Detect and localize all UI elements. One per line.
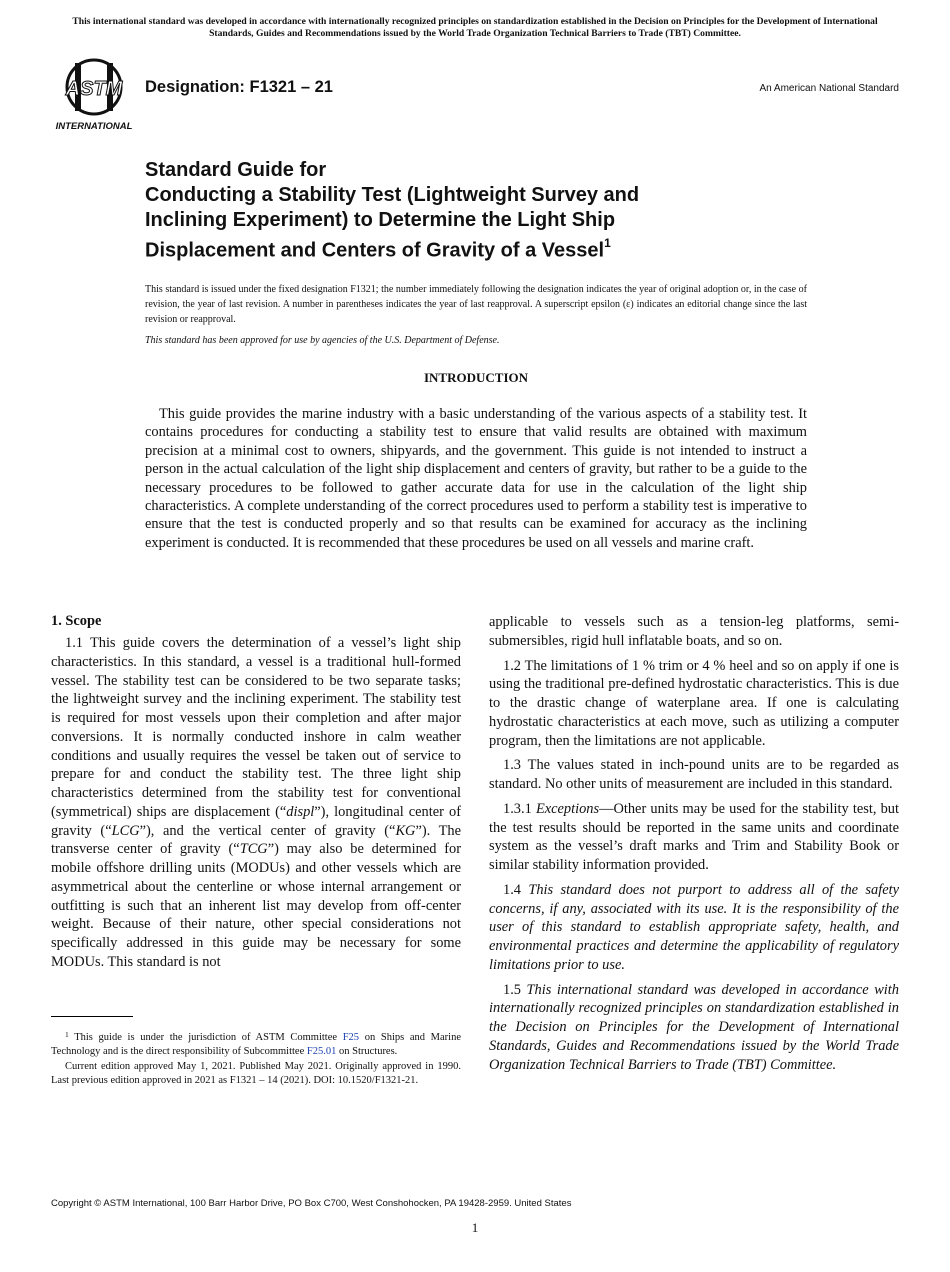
title-line-2: Conducting a Stability Test (Lightweight Survey and <box>145 184 640 206</box>
section-1-1-text-c: ”), and the vertical center of gravity (“ <box>139 822 396 839</box>
logo-subtext: INTERNATIONAL <box>55 121 133 132</box>
committee-f25-link[interactable]: F25 <box>342 1032 360 1043</box>
footnotes <box>51 1028 461 1089</box>
section-1-3-number: 1.3 <box>503 757 521 774</box>
section-1-4-text: This standard does not purport to address all of the safety concerns, if any, associated with its use. It is the responsibility of the user of this standard to establish appropriate safety, health, and environmental practices and determine the applicability of regulatory limitations prior to use. <box>489 881 899 973</box>
scope-heading: 1. Scope <box>51 613 102 629</box>
footnote-1 <box>51 1028 461 1060</box>
title-footnote-marker: 1 <box>604 236 611 250</box>
top-notice: This international standard was developed in accordance with internationally recognized principles on standardization established in the Decision on Principles for the Development of International Standards, Guides and Recommendations issued by the World Trade Organization Technical Barriers to Trade (TBT) Committee. <box>72 16 878 39</box>
dod-approval-note: This standard has been approved for use by agencies of the U.S. Department of Defense. <box>145 335 500 346</box>
section-1-1-text-b: ”), longitudinal center of gravity (“ <box>51 803 461 839</box>
copyright: Copyright © ASTM International, 100 Barr Harbor Drive, PO Box C700, West Conshohocken, PA 19428-2959. United States <box>51 1198 572 1209</box>
title-line-4-text: Displacement and Centers of Gravity of a Vessel <box>145 239 605 262</box>
section-1-1-continuation: applicable to vessels such as a tension-leg platforms, semi-submersibles, rigid hull inflatable boats, and so on. <box>489 614 899 649</box>
section-1-4-number: 1.4 <box>503 881 521 898</box>
section-1-2-text: The limitations of 1 % trim or 4 % heel and so on apply if one is using the traditional pre-defined hydrostatic characteristics. This is due to the drastic change of waterplane area. If one is calculating hydrostatic characteristics at each move, such as utilizing a computer program, then the limitations are not applicable. <box>489 657 899 749</box>
right-column <box>489 613 899 1080</box>
section-1-3 <box>489 756 899 794</box>
left-column <box>51 612 461 978</box>
section-1-2 <box>489 657 899 751</box>
section-1-3-1 <box>489 800 899 875</box>
exceptions-label: Exceptions <box>535 800 600 817</box>
section-1-5-text: This international standard was developed in accordance with internationally recognized principles on standardization established in the Decision on Principles for the Development of International Standards, Guides and Recommendations issued by the World Trade Organization Technical Barriers to Trade (TBT) Committee. <box>489 981 899 1073</box>
title-line-1: Standard Guide for <box>145 159 327 181</box>
section-1-3-text: The values stated in inch-pound units are to be regarded as standard. No other units of measurement are included in this standard. <box>489 757 899 792</box>
title-line-3: Inclining Experiment) to Determine the Light Ship <box>145 209 616 231</box>
page-number: 1 <box>471 1220 479 1235</box>
section-1-5-number: 1.5 <box>503 981 521 998</box>
introduction-body: This guide provides the marine industry with a basic understanding of the various aspects of a stability test. It contains procedures for conducting a stability test to ensure that valid results are obtained with maximum precision at a minimal cost to owners, shipyards, and the government. This guide is not intended to instruct a person in the actual calculation of the light ship displacement and centers of gravity, but rather to be a guide to the necessary procedures to be followed to gather accurate data for use in the calculation of the light ship characteristics. A complete understanding of the correct procedures used to perform a stability test is imperative to ensure that the test is conducted properly and so that results can be examined for accuracy as the inclining experiment is conducted. It is recommended that these procedures be used on all vessels and marine craft. <box>145 406 807 551</box>
edition-note: Current edition approved May 1, 2021. Published May 2021. Originally approved in 1990. Last previous edition approved in 2021 as F1321 – 14 (2021). DOI: 10.1520/F1321-21. <box>51 1060 461 1087</box>
section-1-3-1-number: 1.3.1 <box>503 800 532 817</box>
american-national-standard: An American National Standard <box>759 83 899 94</box>
term-displ: displ <box>286 803 315 820</box>
section-1-1 <box>51 634 461 972</box>
document-title <box>145 158 885 264</box>
term-tcg: TCG <box>239 841 268 858</box>
section-1-1-text-a: This guide covers the determination of a vessel’s light ship characteristics. In this standard, a vessel is a traditional hull-formed vessel. The stability test can be considered to be two separate tasks; the lightweight survey and the inclining experiment. The stability test is required for most vessels upon their completion and after major conversions. It is normally conducted inshore in calm weather conditions and usually requires the vessel be taken out of service to prepare for and conduct the stability test. The three light ship characteristics determined from the stability test for conventional (symmetrical) ships are displacement (“ <box>51 635 461 820</box>
section-1-3-1-text: —Other units may be used for the stability test, but the test results should be reported in the same units and coordinate system as the vessel’s draft marks and Trim and Stability Book or similar stability information provided. <box>489 800 899 873</box>
footnote-1-text-a: This guide is under the jurisdiction of ASTM Committee <box>74 1032 343 1043</box>
footnote-1-marker: 1 <box>65 1030 69 1039</box>
footnote-1-text-c: on Structures. <box>336 1046 398 1058</box>
section-1-1-text-d: ”). The transverse center of gravity (“ <box>51 822 461 858</box>
footnote-1-text-b: on Ships and Marine Technology and is the direct responsibility of Subcommittee <box>51 1032 462 1058</box>
section-1-1-number: 1.1 <box>65 635 83 651</box>
term-lcg: LCG <box>111 822 140 839</box>
subcommittee-f25-01-link[interactable]: F25.01 <box>306 1046 337 1058</box>
designation: Designation: F1321 – 21 <box>145 78 333 96</box>
section-1-5 <box>489 981 899 1075</box>
term-kg: KG <box>395 822 416 839</box>
footnote-rule <box>51 1016 133 1017</box>
section-1-4 <box>489 881 899 975</box>
section-1-2-number: 1.2 <box>503 657 521 674</box>
introduction-heading: INTRODUCTION <box>423 370 528 385</box>
title-line-4 <box>145 233 885 264</box>
section-1-1-text-e: ”) may also be determined for mobile offshore drilling units (MODUs) and other vessels which are asymmetrical about the centerline or whose internal arrangement or outfitting is such that an inherent list may develop from off-center weight. Because of their nature, other special considerations not specifically addressed in this guide may be necessary for some MODUs. This standard is not <box>51 841 461 970</box>
standard-issuance-note: This standard is issued under the fixed designation F1321; the number immediately following the designation indicates the year of original adoption or, in the case of revision, the year of last revision. A number in parentheses indicates the year of last reapproval. A superscript epsilon (ε) indicates an editorial change since the last revision or reapproval. <box>145 284 807 325</box>
astm-logo <box>53 57 135 133</box>
logo-text: ASTM <box>65 78 123 100</box>
